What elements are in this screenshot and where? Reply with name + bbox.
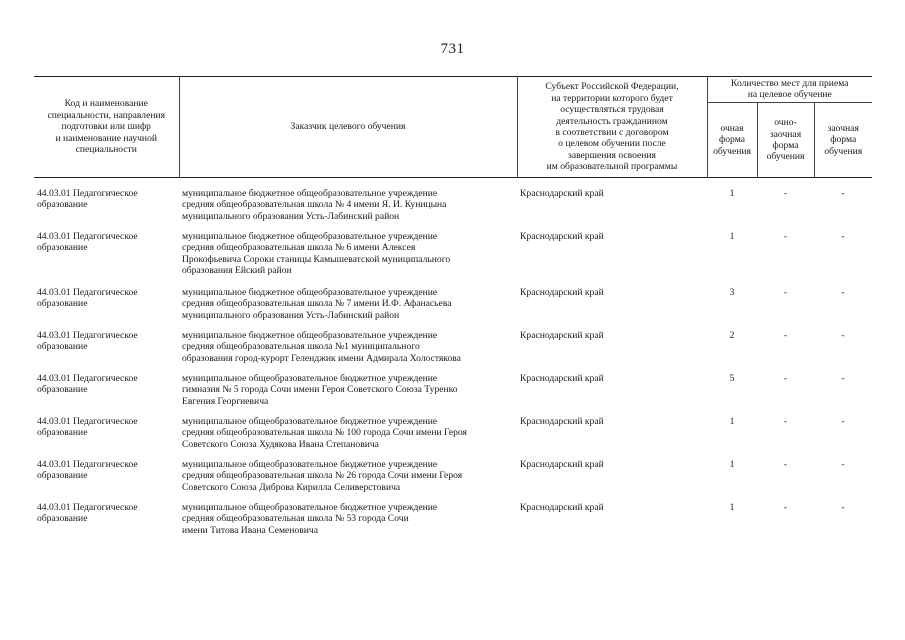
cell-correspondence: - <box>841 231 845 242</box>
cell-code: 44.03.01 Педагогическое образование <box>37 373 138 396</box>
cell-customer: муниципальное общеобразовательное бюджетное учреждение средняя общеобразовательная школа № 100 города Сочи имени Героя Советского Союза Худякова Ивана Степановича <box>182 416 467 450</box>
table-header <box>34 77 872 178</box>
cell-full-time: 1 <box>729 459 735 470</box>
cell-subject: Краснодарский край <box>520 416 604 427</box>
cell-code: 44.03.01 Педагогическое образование <box>37 502 138 525</box>
cell-correspondence: - <box>841 416 845 427</box>
header-correspondence: заочная форма обучения <box>814 102 872 177</box>
table-row <box>34 231 872 287</box>
cell-part-time: - <box>783 416 788 427</box>
cell-correspondence: - <box>841 459 845 470</box>
cell-full-time: 1 <box>729 416 735 427</box>
cell-customer: муниципальное бюджетное общеобразовательное учреждение средняя общеобразовательная школа № 6 имени Алексея Прокофьевича Сороки станицы Камышеватской муниципального образования Ейский район <box>182 231 451 277</box>
cell-subject: Краснодарский край <box>520 188 604 199</box>
header-code: Код и наименование специальности, направления подготовки или шифр и наименование научной специальности <box>34 77 179 178</box>
cell-part-time: - <box>783 188 788 199</box>
cell-customer: муниципальное общеобразовательное бюджетное учреждение гимназия № 5 города Сочи имени Героя Советского Союза Туренко Евгения Георгиевича <box>182 373 458 407</box>
cell-code: 44.03.01 Педагогическое образование <box>37 287 138 310</box>
cell-full-time: 2 <box>729 330 735 341</box>
cell-customer: муниципальное общеобразовательное бюджетное учреждение средняя общеобразовательная школа № 53 города Сочи имени Титова Ивана Семеновича <box>182 502 438 536</box>
cell-code: 44.03.01 Педагогическое образование <box>37 459 138 482</box>
table-row <box>34 416 872 459</box>
cell-code: 44.03.01 Педагогическое образование <box>37 231 138 254</box>
cell-full-time: 3 <box>729 287 735 298</box>
cell-full-time: 5 <box>729 373 735 384</box>
cell-correspondence: - <box>841 502 845 513</box>
cell-correspondence: - <box>841 330 845 341</box>
cell-customer: муниципальное общеобразовательное бюджетное учреждение средняя общеобразовательная школа № 26 города Сочи имени Героя Советского Союза Диброва Кирилла Селиверстовича <box>182 459 463 493</box>
cell-subject: Краснодарский край <box>520 373 604 384</box>
cell-full-time: 1 <box>729 188 735 199</box>
cell-code: 44.03.01 Педагогическое образование <box>37 330 138 353</box>
cell-full-time: 1 <box>729 231 735 242</box>
page-number: 731 <box>440 41 465 57</box>
table-row <box>34 502 872 545</box>
cell-part-time: - <box>783 287 788 298</box>
cell-subject: Краснодарский край <box>520 231 604 242</box>
cell-correspondence: - <box>841 373 845 384</box>
cell-subject: Краснодарский край <box>520 287 604 298</box>
cell-subject: Краснодарский край <box>520 459 604 470</box>
header-full-time: очная форма обучения <box>707 102 757 177</box>
table-row <box>34 287 872 330</box>
header-subject: Субъект Российской Федерации, на территории которого будет осуществляться трудовая деятельность гражданином в соответствии с договором о целевом обучении после завершения освоения им образовательной программы <box>517 77 707 178</box>
cell-correspondence: - <box>841 287 845 298</box>
cell-code: 44.03.01 Педагогическое образование <box>37 416 138 439</box>
target-training-table <box>34 76 872 545</box>
cell-full-time: 1 <box>729 502 735 513</box>
cell-part-time: - <box>783 502 788 513</box>
cell-part-time: - <box>783 231 788 242</box>
cell-part-time: - <box>783 459 788 470</box>
cell-correspondence: - <box>841 188 845 199</box>
cell-code: 44.03.01 Педагогическое образование <box>37 188 138 211</box>
header-places-group: Количество мест для приема на целевое обучение <box>707 77 872 103</box>
table-row <box>34 188 872 231</box>
cell-customer: муниципальное бюджетное общеобразовательное учреждение средняя общеобразовательная школа № 7 имени И.Ф. Афанасьева муниципального образования Усть-Лабинский район <box>182 287 452 321</box>
table-row <box>34 373 872 416</box>
header-part-time: очно- заочная форма обучения <box>757 102 814 177</box>
cell-customer: муниципальное бюджетное общеобразовательное учреждение средняя общеобразовательная школа №1 муниципального образования город-курорт Геленджик имени Адмирала Холостякова <box>182 330 461 364</box>
cell-part-time: - <box>783 330 788 341</box>
cell-part-time: - <box>783 373 788 384</box>
header-customer: Заказчик целевого обучения <box>179 77 517 178</box>
table-row <box>34 330 872 373</box>
table-body <box>34 178 872 546</box>
cell-subject: Краснодарский край <box>520 502 604 513</box>
table-row <box>34 459 872 502</box>
cell-customer: муниципальное бюджетное общеобразовательное учреждение средняя общеобразовательная школа № 4 имени Я. И. Куницына муниципального образования Усть-Лабинский район <box>182 188 447 222</box>
cell-subject: Краснодарский край <box>520 330 604 341</box>
